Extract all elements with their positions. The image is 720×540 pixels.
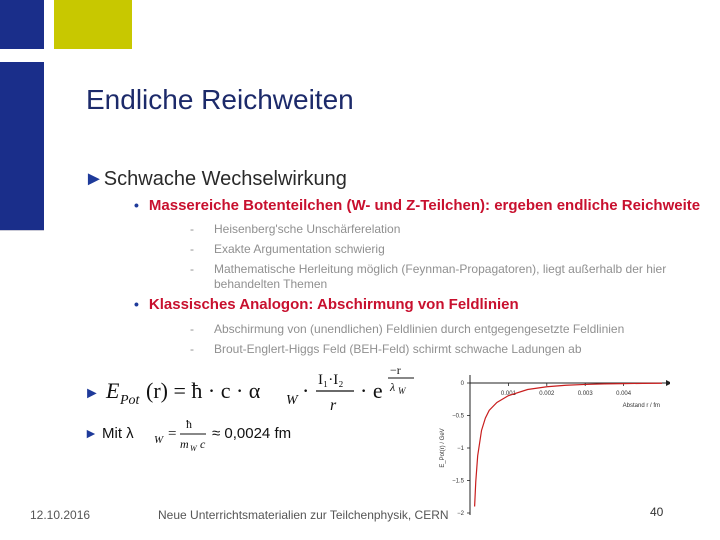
arrow-bullet-icon: ►	[84, 168, 104, 190]
y-tick-label: 0	[460, 381, 464, 387]
potential-formula	[84, 360, 424, 420]
y-tick-label: −1.5	[452, 478, 464, 485]
slide-title: Endliche Reichweiten	[86, 84, 354, 115]
potential-plot	[430, 360, 670, 520]
footer-date: 12.10.2016	[30, 508, 91, 522]
y-tick-label: −2	[457, 511, 464, 517]
formula-arg: (r) = ħ · c · α	[146, 378, 261, 403]
side-bar-divider	[0, 230, 44, 231]
formula-lhs-sub: Pot	[120, 393, 140, 408]
x-axis-arrow-icon	[666, 380, 670, 386]
arrow-bullet-icon: ►	[84, 425, 98, 441]
mit-eq: =	[168, 426, 177, 442]
formula-exp-num: −r	[390, 363, 401, 377]
logo-block-yellow	[54, 0, 132, 49]
bullet2-text: Klassisches Analogon: Abschirmung von Feldlinien	[148, 296, 519, 313]
bullet-massive-bosons	[134, 197, 700, 214]
x-tick-label: 0.001	[500, 391, 516, 397]
formula-exp-den: λ	[390, 380, 396, 394]
mit-frac-num: ħ	[186, 418, 192, 431]
heading-weak-interaction	[84, 168, 347, 191]
sub-item: - Exakte Argumentation schwierig	[190, 242, 385, 256]
bullet-dot-icon: •	[134, 296, 139, 312]
mit-approx: ≈ 0,0024 fm	[212, 425, 292, 442]
y-axis-label: E_Pot(r) / GeV	[440, 428, 446, 468]
mit-frac-den: m	[180, 437, 189, 451]
x-tick-label: 0.002	[539, 391, 555, 397]
x-tick-label: 0.003	[577, 391, 593, 397]
formula-alpha-sub: W	[286, 393, 298, 408]
formula-lhs: E	[106, 378, 120, 403]
mit-frac-den-c: c	[200, 437, 206, 451]
bullet-classical-analogy	[134, 296, 519, 313]
formula-exp: · e	[360, 378, 383, 403]
side-bar-navy	[0, 62, 44, 230]
sub-item: - Mathematische Herleitung möglich (Feynman-Propagatoren), liegt außerhalb der hier	[190, 262, 667, 276]
x-tick-label: 0.004	[616, 391, 632, 397]
y-tick-label: −1	[457, 446, 464, 452]
sub-item: - Abschirmung von (unendlichen) Feldlinien durch entgegengesetzte Feldlinien	[190, 322, 625, 336]
formula-exp-den-sub: W	[398, 386, 406, 396]
mit-frac-den-sub: W	[190, 444, 197, 453]
page-number: 40	[650, 505, 664, 519]
formula-frac-num: I₁·I₂	[318, 372, 344, 388]
footer-text: Neue Unterrichtsmaterialien zur Teilchenphysik, CERN	[158, 508, 449, 522]
sub-item: - Heisenberg'sche Unschärferelation	[190, 222, 401, 236]
arrow-bullet-icon: ►	[84, 385, 100, 402]
y-tick-label: −0.5	[452, 413, 464, 420]
svg-text:·: ·	[302, 378, 310, 403]
potential-curve	[475, 383, 662, 506]
wavelength-formula	[84, 418, 324, 458]
bullet1-text: Massereiche Botenteilchen (W- und Z-Teilchen): ergeben endliche Reichweite	[148, 197, 701, 214]
heading-text: Schwache Wechselwirkung	[103, 168, 347, 190]
x-axis-label: Abstand r / fm	[622, 403, 660, 409]
mit-prefix: Mit λ	[102, 425, 134, 442]
sub-item-continuation: behandelten Themen	[214, 277, 328, 291]
mit-sub: W	[154, 434, 164, 446]
sub-item: - Brout-Englert-Higgs Feld (BEH-Feld) schirmt schwache Ladungen ab	[190, 342, 582, 356]
bullet-dot-icon: •	[134, 197, 139, 213]
logo-block-navy	[0, 0, 44, 49]
formula-frac-den: r	[330, 397, 337, 414]
